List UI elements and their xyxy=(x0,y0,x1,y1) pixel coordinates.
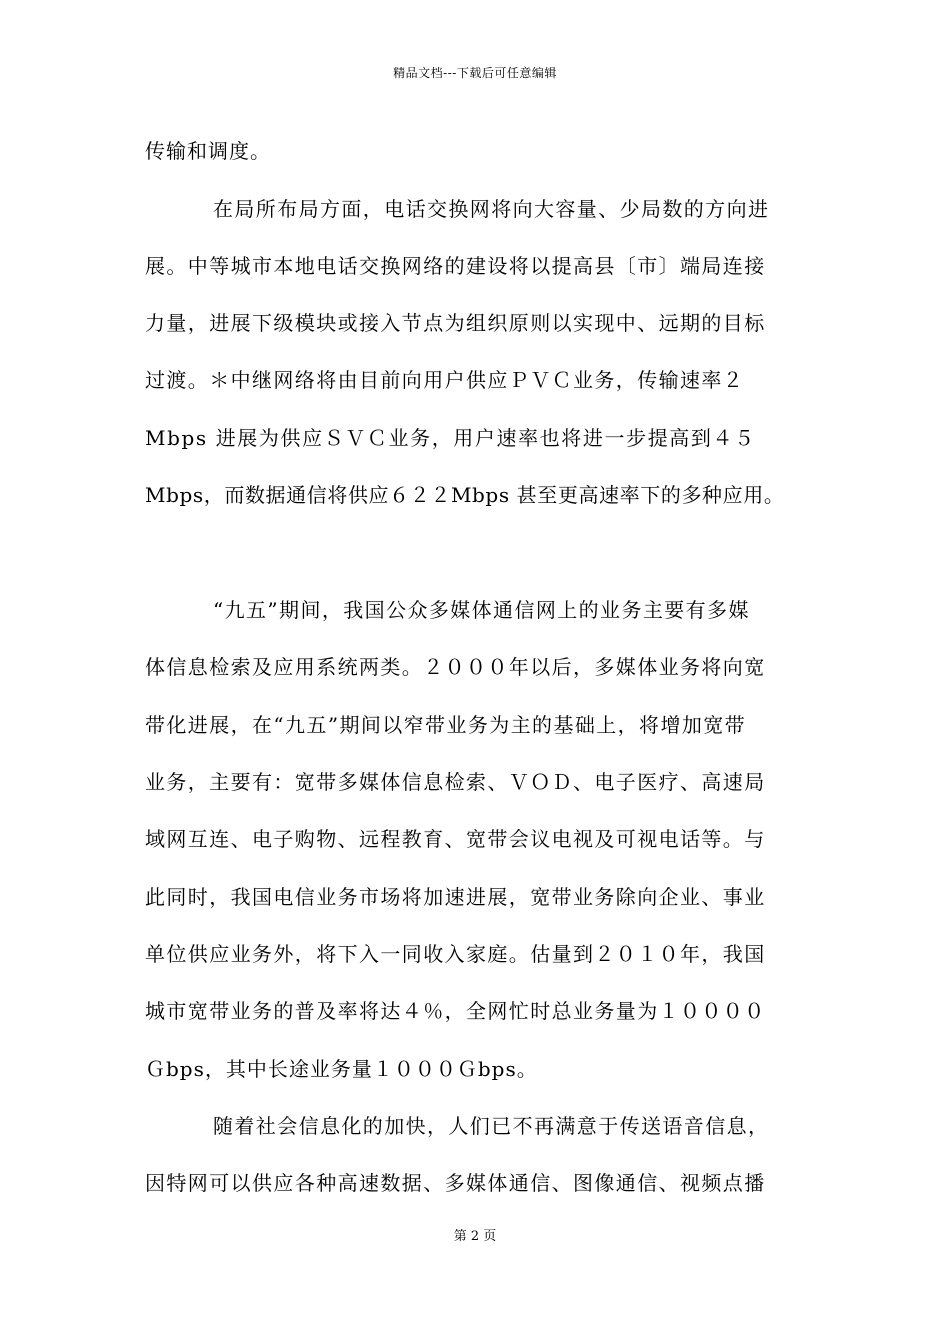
text-line: 传输和调度。 xyxy=(145,139,271,163)
page-number: 第 2 页 xyxy=(453,1229,497,1244)
page-header: 精品文档---下载后可任意编辑 xyxy=(393,66,557,80)
text-line: 带化进展，在“九五”期间以窄带业务为主的基础上，将增加宽带 xyxy=(145,713,747,737)
text-line: 在局所布局方面，电话交换网将向大容量、少局数的方向进 xyxy=(213,197,770,221)
text-line: 力量，进展下级模块或接入节点为组织原则以实现中、远期的目标 xyxy=(145,311,766,335)
text-line: Ｇbps，其中长途业务量１０００Ｇbps。 xyxy=(145,1057,538,1081)
text-line: 业务，主要有：宽带多媒体信息检索、ＶＯＤ、电子医疗、高速局 xyxy=(145,770,766,794)
text-line: 因特网可以供应各种高速数据、多媒体通信、图像通信、视频点播 xyxy=(145,1171,766,1195)
text-line: 域网互连、电子购物、远程教育、宽带会议电视及可视电话等。与 xyxy=(145,827,766,851)
text-line: 城市宽带业务的普及率将达４％，全网忙时总业务量为１００００ xyxy=(145,999,766,1023)
text-line: 单位供应业务外，将下入一同收入家庭。估量到２０１０年，我国 xyxy=(145,942,766,966)
text-line: 体信息检索及应用系统两类。２０００年以后，多媒体业务将向宽 xyxy=(145,655,766,679)
text-line: 过渡。＊中继网络将由目前向用户供应ＰＶＣ业务，传输速率２ xyxy=(145,368,745,392)
text-line: 此同时，我国电信业务市场将加速进展，宽带业务除向企业、事业 xyxy=(145,885,766,909)
text-line: Mbps，而数据通信将供应６２２Mbps 甚至更高速率下的多种应用。 xyxy=(145,483,785,507)
text-line: 展。中等城市本地电话交换网络的建设将以提高县〔市〕端局连接 xyxy=(145,254,766,278)
text-line: 随着社会信息化的加快，人们已不再满意于传送语音信息， xyxy=(213,1114,770,1138)
text-line: Mbps 进展为供应ＳＶＣ业务，用户速率也将进一步提高到４５ xyxy=(145,426,756,450)
text-line: “九五”期间，我国公众多媒体通信网上的业务主要有多媒 xyxy=(213,598,750,622)
